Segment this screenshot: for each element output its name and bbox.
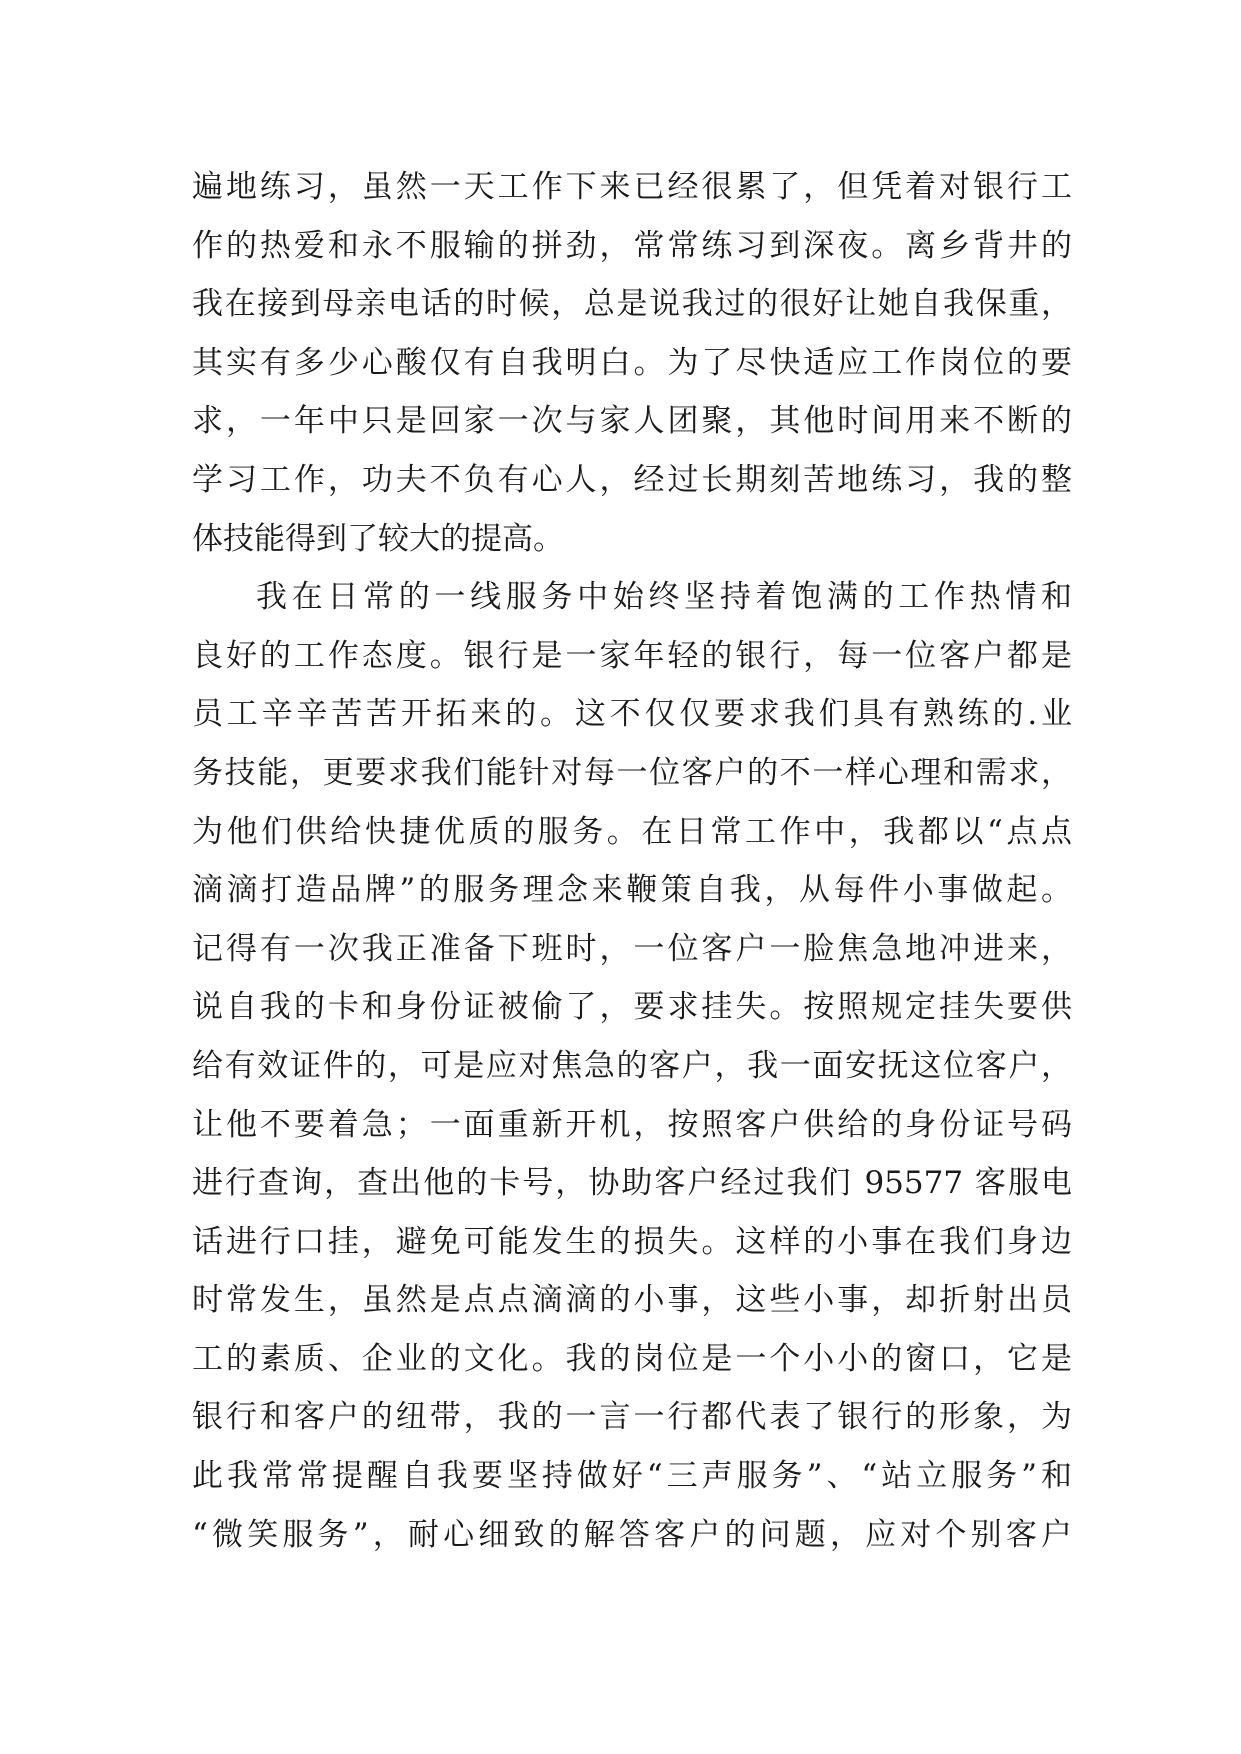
body-text xyxy=(192,158,1072,1564)
text-line: 时常发生，虽然是点点滴滴的小事，这些小事，却折射出员 xyxy=(192,1282,1072,1319)
text-line: “微笑服务”，耐心细致的解答客户的问题，应对个别客户 xyxy=(192,1516,1072,1553)
paragraph-start-line: 我在日常的一线服务中始终坚持着饱满的工作热情和 xyxy=(256,579,1072,616)
text-line: 求，一年中只是回家一次与家人团聚，其他时间用来不断的 xyxy=(192,403,1072,440)
text-line: 良好的工作态度。银行是一家年轻的银行，每一位客户都是 xyxy=(192,637,1072,674)
text-line: 说自我的卡和身份证被偷了，要求挂失。按照规定挂失要供 xyxy=(192,989,1072,1026)
text-line: 务技能，更要求我们能针对每一位客户的不一样心理和需求， xyxy=(192,754,1072,791)
text-line: 让他不要着急；一面重新开机，按照客户供给的身份证号码 xyxy=(192,1106,1072,1143)
text-line: 其实有多少心酸仅有自我明白。为了尽快适应工作岗位的要 xyxy=(192,344,1072,381)
text-line: 我在接到母亲电话的时候，总是说我过的很好让她自我保重， xyxy=(192,286,1072,323)
paragraph-end-line: 体技能得到了较大的提高。 xyxy=(192,520,564,557)
text-line: 给有效证件的，可是应对焦急的客户，我一面安抚这位客户， xyxy=(192,1047,1072,1084)
text-line: 作的热爱和永不服输的拼劲，常常练习到深夜。离乡背井的 xyxy=(192,227,1072,264)
text-line: 遍地练习，虽然一天工作下来已经很累了，但凭着对银行工 xyxy=(192,169,1072,205)
text-line: 学习工作，功夫不负有心人，经过长期刻苦地练习，我的整 xyxy=(192,461,1072,498)
text-line: 为他们供给快捷优质的服务。在日常工作中，我都以“点点 xyxy=(192,813,1072,850)
text-line: 工的素质、企业的文化。我的岗位是一个小小的窗口，它是 xyxy=(192,1340,1072,1377)
text-line: 记得有一次我正准备下班时，一位客户一脸焦急地冲进来， xyxy=(192,930,1072,967)
text-line: 银行和客户的纽带，我的一言一行都代表了银行的形象，为 xyxy=(192,1399,1072,1436)
text-line: 进行查询，查出他的卡号，协助客户经过我们 95577 客服电 xyxy=(192,1165,1072,1202)
text-line: 此我常常提醒自我要坚持做好“三声服务”、“站立服务”和 xyxy=(192,1458,1072,1495)
text-line: 员工辛辛苦苦开拓来的。这不仅仅要求我们具有熟练的.业 xyxy=(192,696,1072,733)
text-line: 话进行口挂，避免可能发生的损失。这样的小事在我们身边 xyxy=(192,1223,1072,1260)
text-line: 滴滴打造品牌”的服务理念来鞭策自我，从每件小事做起。 xyxy=(192,872,1072,909)
